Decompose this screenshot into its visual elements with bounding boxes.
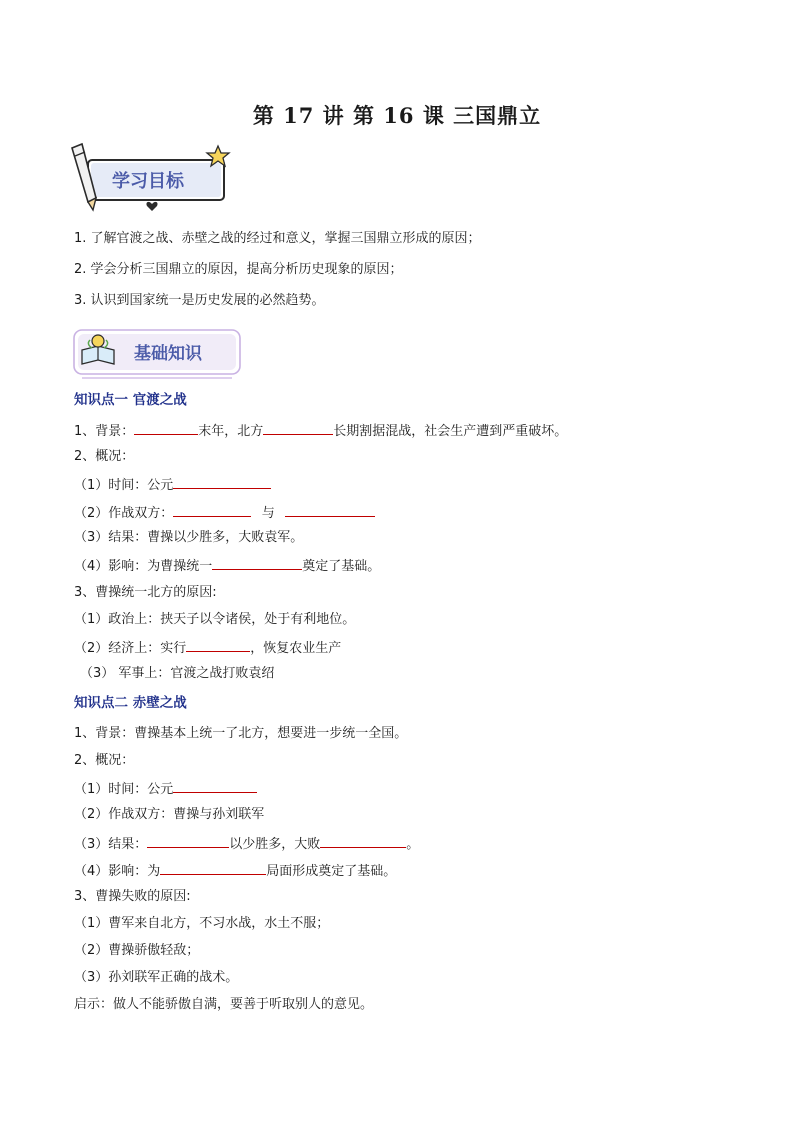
p1-background-label: 1、背景：	[74, 424, 135, 439]
p2-time-label: （1）时间：公元	[74, 782, 174, 797]
p1-sides	[74, 503, 375, 523]
blank-p1-unify[interactable]	[212, 556, 302, 570]
p2-impact-label: （4）影响：为	[74, 864, 161, 879]
objective-1: 1. 了解官渡之战、赤壁之战的经过和意义，掌握三国鼎立形成的原因；	[74, 231, 481, 246]
section-heading-2: 知识点二 赤壁之战	[74, 695, 187, 711]
p2-result-label: （3）结果：	[74, 837, 148, 852]
p1-background-end: 长期割据混战，社会生产遭到严重破坏。	[333, 424, 568, 439]
p2-result-mid: 以少胜多，大败	[229, 837, 321, 852]
blank-p2-loser[interactable]	[320, 834, 406, 848]
p2-result	[74, 834, 419, 854]
p1-economy	[74, 638, 341, 658]
heart-icon	[146, 202, 157, 211]
blank-p1-year[interactable]	[173, 475, 271, 489]
p1-overview: 2、概况：	[74, 449, 135, 464]
section-heading-1: 知识点一 官渡之战	[74, 392, 187, 408]
blank-dynasty[interactable]	[134, 421, 198, 435]
p2-background: 1、背景：曹操基本上统一了北方，想要进一步统一全国。	[74, 726, 408, 741]
p2-time	[74, 779, 257, 799]
page-title: 第 17 讲 第 16 课 三国鼎立	[252, 103, 542, 128]
p1-background-mid: 末年，北方	[198, 424, 264, 439]
p1-impact-end: 奠定了基础。	[302, 559, 381, 574]
p1-military: （3） 军事上：官渡之战打败袁绍	[80, 666, 275, 681]
blank-side-a[interactable]	[173, 503, 251, 517]
p2-reason-1: （1）曹军来自北方，不习水战，水土不服；	[74, 916, 330, 931]
p2-insight: 启示：做人不能骄傲自满，要善于听取别人的意见。	[74, 997, 374, 1012]
objective-3: 3. 认识到国家统一是历史发展的必然趋势。	[74, 293, 325, 308]
p1-reasons: 3、曹操统一北方的原因:	[74, 585, 217, 600]
p1-impact	[74, 556, 380, 576]
objectives-badge	[66, 138, 236, 216]
p2-impact	[74, 861, 396, 881]
p2-overview: 2、概况：	[74, 753, 135, 768]
blank-warlords[interactable]	[263, 421, 333, 435]
p2-sides: （2）作战双方：曹操与孙刘联军	[74, 807, 265, 822]
p2-reason-3: （3）孙刘联军正确的战术。	[74, 970, 239, 985]
blank-p2-situation[interactable]	[160, 861, 266, 875]
p1-background	[74, 421, 567, 441]
p1-sides-label: （2）作战双方：	[74, 506, 174, 521]
p1-result: （3）结果：曹操以少胜多，大败袁军。	[74, 530, 304, 545]
p1-impact-label: （4）影响：为曹操统一	[74, 559, 213, 574]
p1-time	[74, 475, 271, 495]
p2-result-end: 。	[406, 837, 420, 852]
knowledge-badge-label: 基础知识	[134, 344, 202, 364]
p2-impact-end: 局面形成奠定了基础。	[266, 864, 397, 879]
blank-p2-year[interactable]	[173, 779, 257, 793]
p1-economy-end: ，恢复农业生产	[250, 641, 342, 656]
objective-2: 2. 学会分析三国鼎立的原因，提高分析历史现象的原因；	[74, 262, 403, 277]
blank-economy-policy[interactable]	[186, 638, 250, 652]
knowledge-badge	[72, 326, 242, 382]
blank-p2-winner[interactable]	[147, 834, 229, 848]
p2-reason-2: （2）曹操骄傲轻敌；	[74, 943, 200, 958]
objectives-badge-label: 学习目标	[112, 171, 184, 192]
p2-reasons: 3、曹操失败的原因:	[74, 889, 191, 904]
p1-economy-label: （2）经济上：实行	[74, 641, 187, 656]
p1-time-label: （1）时间：公元	[74, 478, 174, 493]
p1-sides-and: 与	[261, 506, 275, 521]
p1-politics: （1）政治上：挟天子以令诸侯，处于有利地位。	[74, 612, 356, 627]
blank-side-b[interactable]	[285, 503, 375, 517]
